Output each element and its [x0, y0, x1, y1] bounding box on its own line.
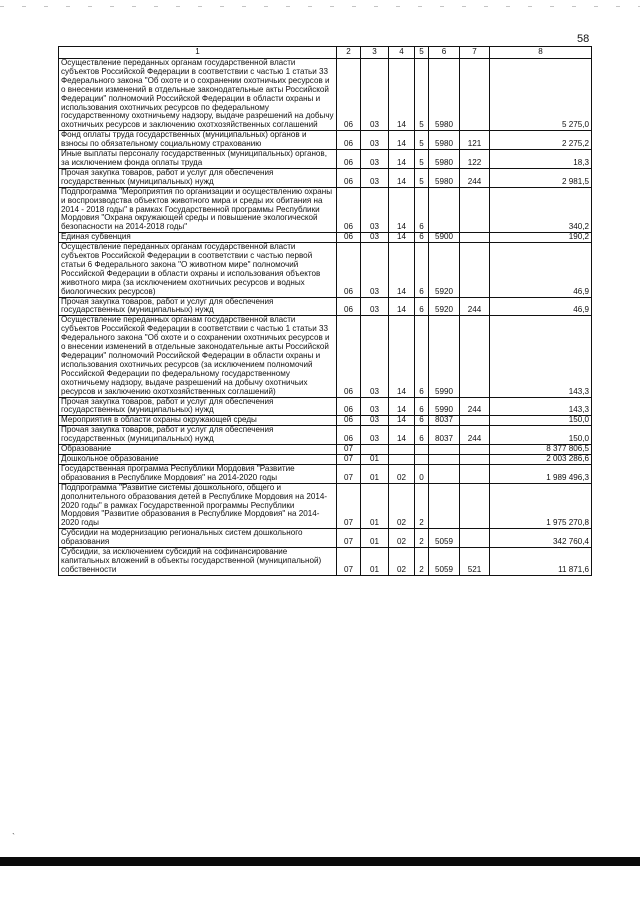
row-name-cell: Прочая закупка товаров, работ и услуг для обеспечения государственных (муниципальных) нужд [59, 397, 337, 416]
subsection-code-cell: 03 [361, 168, 389, 187]
expense-type-cell [460, 464, 490, 483]
amount-cell: 2 275,2 [490, 131, 592, 150]
row-name-cell: Осуществление переданных органам государственной власти субъектов Российской Федерации в соответствии с частью 1 статьи 33 Федерального закона "Об охоте и о сохранении охотничьих ресурсов и о внесении изменений в отдельные законодательные акты Российской Федерации" полномочий Российской Федерации в области охраны и использования охотничьих ресурсов (за исключением полномочий Российской Федерации по федеральному государственному охотничьему надзору, выдаче разрешений на добычу охотничьих ресурсов и заключению охотхозяйственных соглашений) [59, 316, 337, 397]
table-row [59, 131, 592, 150]
subprogram-code-cell: 6 [415, 416, 429, 426]
amount-cell: 150,0 [490, 416, 592, 426]
row-name-cell: Субсидии на модернизацию региональных систем дошкольного образования [59, 529, 337, 548]
section-code-cell: 06 [337, 131, 361, 150]
amount-cell: 340,2 [490, 187, 592, 233]
table-row [59, 445, 592, 455]
table-row [59, 243, 592, 297]
direction-code-cell: 5059 [429, 529, 460, 548]
amount-cell: 5 275,0 [490, 59, 592, 131]
direction-code-cell: 8037 [429, 426, 460, 445]
expense-type-cell: 244 [460, 397, 490, 416]
table-row [59, 168, 592, 187]
expense-type-cell: 121 [460, 131, 490, 150]
direction-code-cell: 5059 [429, 548, 460, 576]
table-row [59, 150, 592, 169]
section-code-cell: 06 [337, 233, 361, 243]
amount-cell: 2 981,5 [490, 168, 592, 187]
amount-cell: 1 989 496,3 [490, 464, 592, 483]
header-cell: 3 [361, 47, 389, 59]
expense-type-cell: 122 [460, 150, 490, 169]
program-code-cell: 14 [389, 297, 415, 316]
row-name-cell: Единая субвенция [59, 233, 337, 243]
subsection-code-cell: 03 [361, 150, 389, 169]
program-code-cell: 14 [389, 131, 415, 150]
header-row [59, 47, 592, 59]
header-cell: 7 [460, 47, 490, 59]
subprogram-code-cell: 6 [415, 426, 429, 445]
header-cell: 6 [429, 47, 460, 59]
header-cell: 1 [59, 47, 337, 59]
program-code-cell: 02 [389, 483, 415, 529]
expense-type-cell: 521 [460, 548, 490, 576]
expense-type-cell [460, 416, 490, 426]
program-code-cell: 02 [389, 529, 415, 548]
expense-type-cell: 244 [460, 426, 490, 445]
subprogram-code-cell: 5 [415, 59, 429, 131]
row-name-cell: Иные выплаты персоналу государственных (муниципальных) органов, за исключением фонда оплаты труда [59, 150, 337, 169]
subsection-code-cell: 03 [361, 316, 389, 397]
program-code-cell: 14 [389, 316, 415, 397]
section-code-cell: 06 [337, 243, 361, 297]
expense-type-cell [460, 316, 490, 397]
row-name-cell: Государственная программа Республики Мордовия "Развитие образования в Республике Мордовия" на 2014-2020 годы [59, 464, 337, 483]
scan-border-bar [0, 857, 640, 866]
direction-code-cell: 5990 [429, 397, 460, 416]
section-code-cell: 06 [337, 59, 361, 131]
table-row [59, 187, 592, 233]
row-name-cell: Подпрограмма "Мероприятия по организации и осуществлению охраны и воспроизводства объектов животного мира и среды их обитания на 2014 - 2018 годы" в рамках Государственной программы Республики Мордовия "Охрана окружающей среды и повышение экологической безопасности на 2014-2018 годы" [59, 187, 337, 233]
amount-cell: 46,9 [490, 243, 592, 297]
subprogram-code-cell: 6 [415, 233, 429, 243]
subsection-code-cell: 01 [361, 454, 389, 464]
table-row [59, 397, 592, 416]
direction-code-cell [429, 454, 460, 464]
subprogram-code-cell: 6 [415, 316, 429, 397]
program-code-cell: 14 [389, 233, 415, 243]
scan-mark: ` [12, 832, 15, 842]
subsection-code-cell: 03 [361, 59, 389, 131]
subprogram-code-cell: 6 [415, 243, 429, 297]
direction-code-cell [429, 187, 460, 233]
amount-cell: 18,3 [490, 150, 592, 169]
amount-cell: 11 871,6 [490, 548, 592, 576]
section-code-cell: 07 [337, 483, 361, 529]
amount-cell: 1 975 270,8 [490, 483, 592, 529]
subprogram-code-cell: 6 [415, 397, 429, 416]
row-name-cell: Подпрограмма "Развитие системы дошкольного, общего и дополнительного образования детей в Республике Мордовия на 2014-2020 годы" в рамках Государственной программы Республики Мордовия "Развитие образования в Республике Мордовия" на 2014-2020 годы [59, 483, 337, 529]
table-row [59, 454, 592, 464]
row-name-cell: Дошкольное образование [59, 454, 337, 464]
subsection-code-cell: 03 [361, 297, 389, 316]
budget-table [58, 46, 592, 576]
table-row [59, 464, 592, 483]
row-name-cell: Прочая закупка товаров, работ и услуг для обеспечения государственных (муниципальных) нужд [59, 426, 337, 445]
direction-code-cell: 5900 [429, 233, 460, 243]
subsection-code-cell: 03 [361, 187, 389, 233]
amount-cell: 143,3 [490, 316, 592, 397]
program-code-cell: 14 [389, 168, 415, 187]
program-code-cell: 14 [389, 416, 415, 426]
header-cell: 8 [490, 47, 592, 59]
program-code-cell: 02 [389, 464, 415, 483]
program-code-cell: 14 [389, 187, 415, 233]
row-name-cell: Субсидии, за исключением субсидий на софинансирование капитальных вложений в объекты государственной (муниципальной) собственности [59, 548, 337, 576]
expense-type-cell [460, 454, 490, 464]
direction-code-cell: 5980 [429, 168, 460, 187]
amount-cell: 8 377 806,5 [490, 445, 592, 455]
subprogram-code-cell [415, 454, 429, 464]
row-name-cell: Фонд оплаты труда государственных (муниципальных) органов и взносы по обязательному социальному страхованию [59, 131, 337, 150]
table-row [59, 529, 592, 548]
table-row [59, 416, 592, 426]
expense-type-cell [460, 529, 490, 548]
section-code-cell: 07 [337, 454, 361, 464]
direction-code-cell: 5990 [429, 316, 460, 397]
row-name-cell: Прочая закупка товаров, работ и услуг для обеспечения государственных (муниципальных) нужд [59, 168, 337, 187]
program-code-cell: 14 [389, 243, 415, 297]
row-name-cell: Осуществление переданных органам государственной власти субъектов Российской Федерации в соответствии с частью первой статьи 6 Федерального закона "О животном мире" полномочий Российской Федерации в области охраны и использования объектов животного мира (за исключением охотничьих ресурсов и водных биологических ресурсов) [59, 243, 337, 297]
subsection-code-cell: 03 [361, 243, 389, 297]
scan-artifact-line [0, 6, 640, 7]
table-row [59, 59, 592, 131]
amount-cell: 190,2 [490, 233, 592, 243]
section-code-cell: 07 [337, 445, 361, 455]
subprogram-code-cell: 5 [415, 168, 429, 187]
section-code-cell: 07 [337, 548, 361, 576]
section-code-cell: 07 [337, 529, 361, 548]
section-code-cell: 06 [337, 426, 361, 445]
direction-code-cell: 5920 [429, 243, 460, 297]
subsection-code-cell: 03 [361, 416, 389, 426]
subsection-code-cell: 03 [361, 233, 389, 243]
table-row [59, 426, 592, 445]
direction-code-cell [429, 445, 460, 455]
section-code-cell: 06 [337, 187, 361, 233]
page-number: 58 [577, 33, 590, 45]
amount-cell: 46,9 [490, 297, 592, 316]
expense-type-cell [460, 59, 490, 131]
subsection-code-cell: 01 [361, 548, 389, 576]
row-name-cell: Мероприятия в области охраны окружающей среды [59, 416, 337, 426]
subprogram-code-cell: 0 [415, 464, 429, 483]
program-code-cell: 14 [389, 426, 415, 445]
subsection-code-cell: 03 [361, 131, 389, 150]
subprogram-code-cell: 2 [415, 529, 429, 548]
section-code-cell: 06 [337, 397, 361, 416]
subprogram-code-cell: 6 [415, 187, 429, 233]
direction-code-cell [429, 464, 460, 483]
direction-code-cell [429, 483, 460, 529]
header-cell: 5 [415, 47, 429, 59]
section-code-cell: 06 [337, 297, 361, 316]
subprogram-code-cell: 6 [415, 297, 429, 316]
direction-code-cell: 5980 [429, 150, 460, 169]
direction-code-cell: 5980 [429, 59, 460, 131]
expense-type-cell: 244 [460, 168, 490, 187]
section-code-cell: 06 [337, 168, 361, 187]
program-code-cell [389, 445, 415, 455]
table-row [59, 548, 592, 576]
subsection-code-cell: 01 [361, 483, 389, 529]
subprogram-code-cell [415, 445, 429, 455]
subprogram-code-cell: 5 [415, 131, 429, 150]
program-code-cell: 14 [389, 397, 415, 416]
program-code-cell: 14 [389, 150, 415, 169]
table-row [59, 483, 592, 529]
subsection-code-cell: 03 [361, 426, 389, 445]
expense-type-cell [460, 445, 490, 455]
row-name-cell: Прочая закупка товаров, работ и услуг для обеспечения государственных (муниципальных) нужд [59, 297, 337, 316]
program-code-cell [389, 454, 415, 464]
direction-code-cell: 8037 [429, 416, 460, 426]
row-name-cell: Осуществление переданных органам государственной власти субъектов Российской Федерации в соответствии с частью 1 статьи 33 Федерального закона "Об охоте и о сохранении охотничьих ресурсов и о внесении изменений в отдельные законодательные акты Российской Федерации" полномочий Российской Федерации в области охраны и использования охотничьих ресурсов по федеральному государственному охотничьему надзору, выдаче разрешений на добычу охотничьих ресурсов и заключению охотхозяйственных соглашений [59, 59, 337, 131]
subsection-code-cell: 03 [361, 397, 389, 416]
amount-cell: 2 003 286,6 [490, 454, 592, 464]
row-name-cell: Образование [59, 445, 337, 455]
expense-type-cell [460, 243, 490, 297]
direction-code-cell: 5920 [429, 297, 460, 316]
section-code-cell: 06 [337, 316, 361, 397]
section-code-cell: 07 [337, 464, 361, 483]
expense-type-cell [460, 483, 490, 529]
header-cell: 2 [337, 47, 361, 59]
amount-cell: 150,0 [490, 426, 592, 445]
header-cell: 4 [389, 47, 415, 59]
subprogram-code-cell: 2 [415, 483, 429, 529]
table-row [59, 297, 592, 316]
table-row [59, 233, 592, 243]
expense-type-cell [460, 187, 490, 233]
section-code-cell: 06 [337, 416, 361, 426]
program-code-cell: 02 [389, 548, 415, 576]
subsection-code-cell: 01 [361, 529, 389, 548]
section-code-cell: 06 [337, 150, 361, 169]
expense-type-cell: 244 [460, 297, 490, 316]
expense-type-cell [460, 233, 490, 243]
direction-code-cell: 5980 [429, 131, 460, 150]
program-code-cell: 14 [389, 59, 415, 131]
table-row [59, 316, 592, 397]
amount-cell: 342 760,4 [490, 529, 592, 548]
subprogram-code-cell: 5 [415, 150, 429, 169]
subprogram-code-cell: 2 [415, 548, 429, 576]
subsection-code-cell: 01 [361, 464, 389, 483]
amount-cell: 143,3 [490, 397, 592, 416]
table-body [59, 59, 592, 576]
subsection-code-cell [361, 445, 389, 455]
